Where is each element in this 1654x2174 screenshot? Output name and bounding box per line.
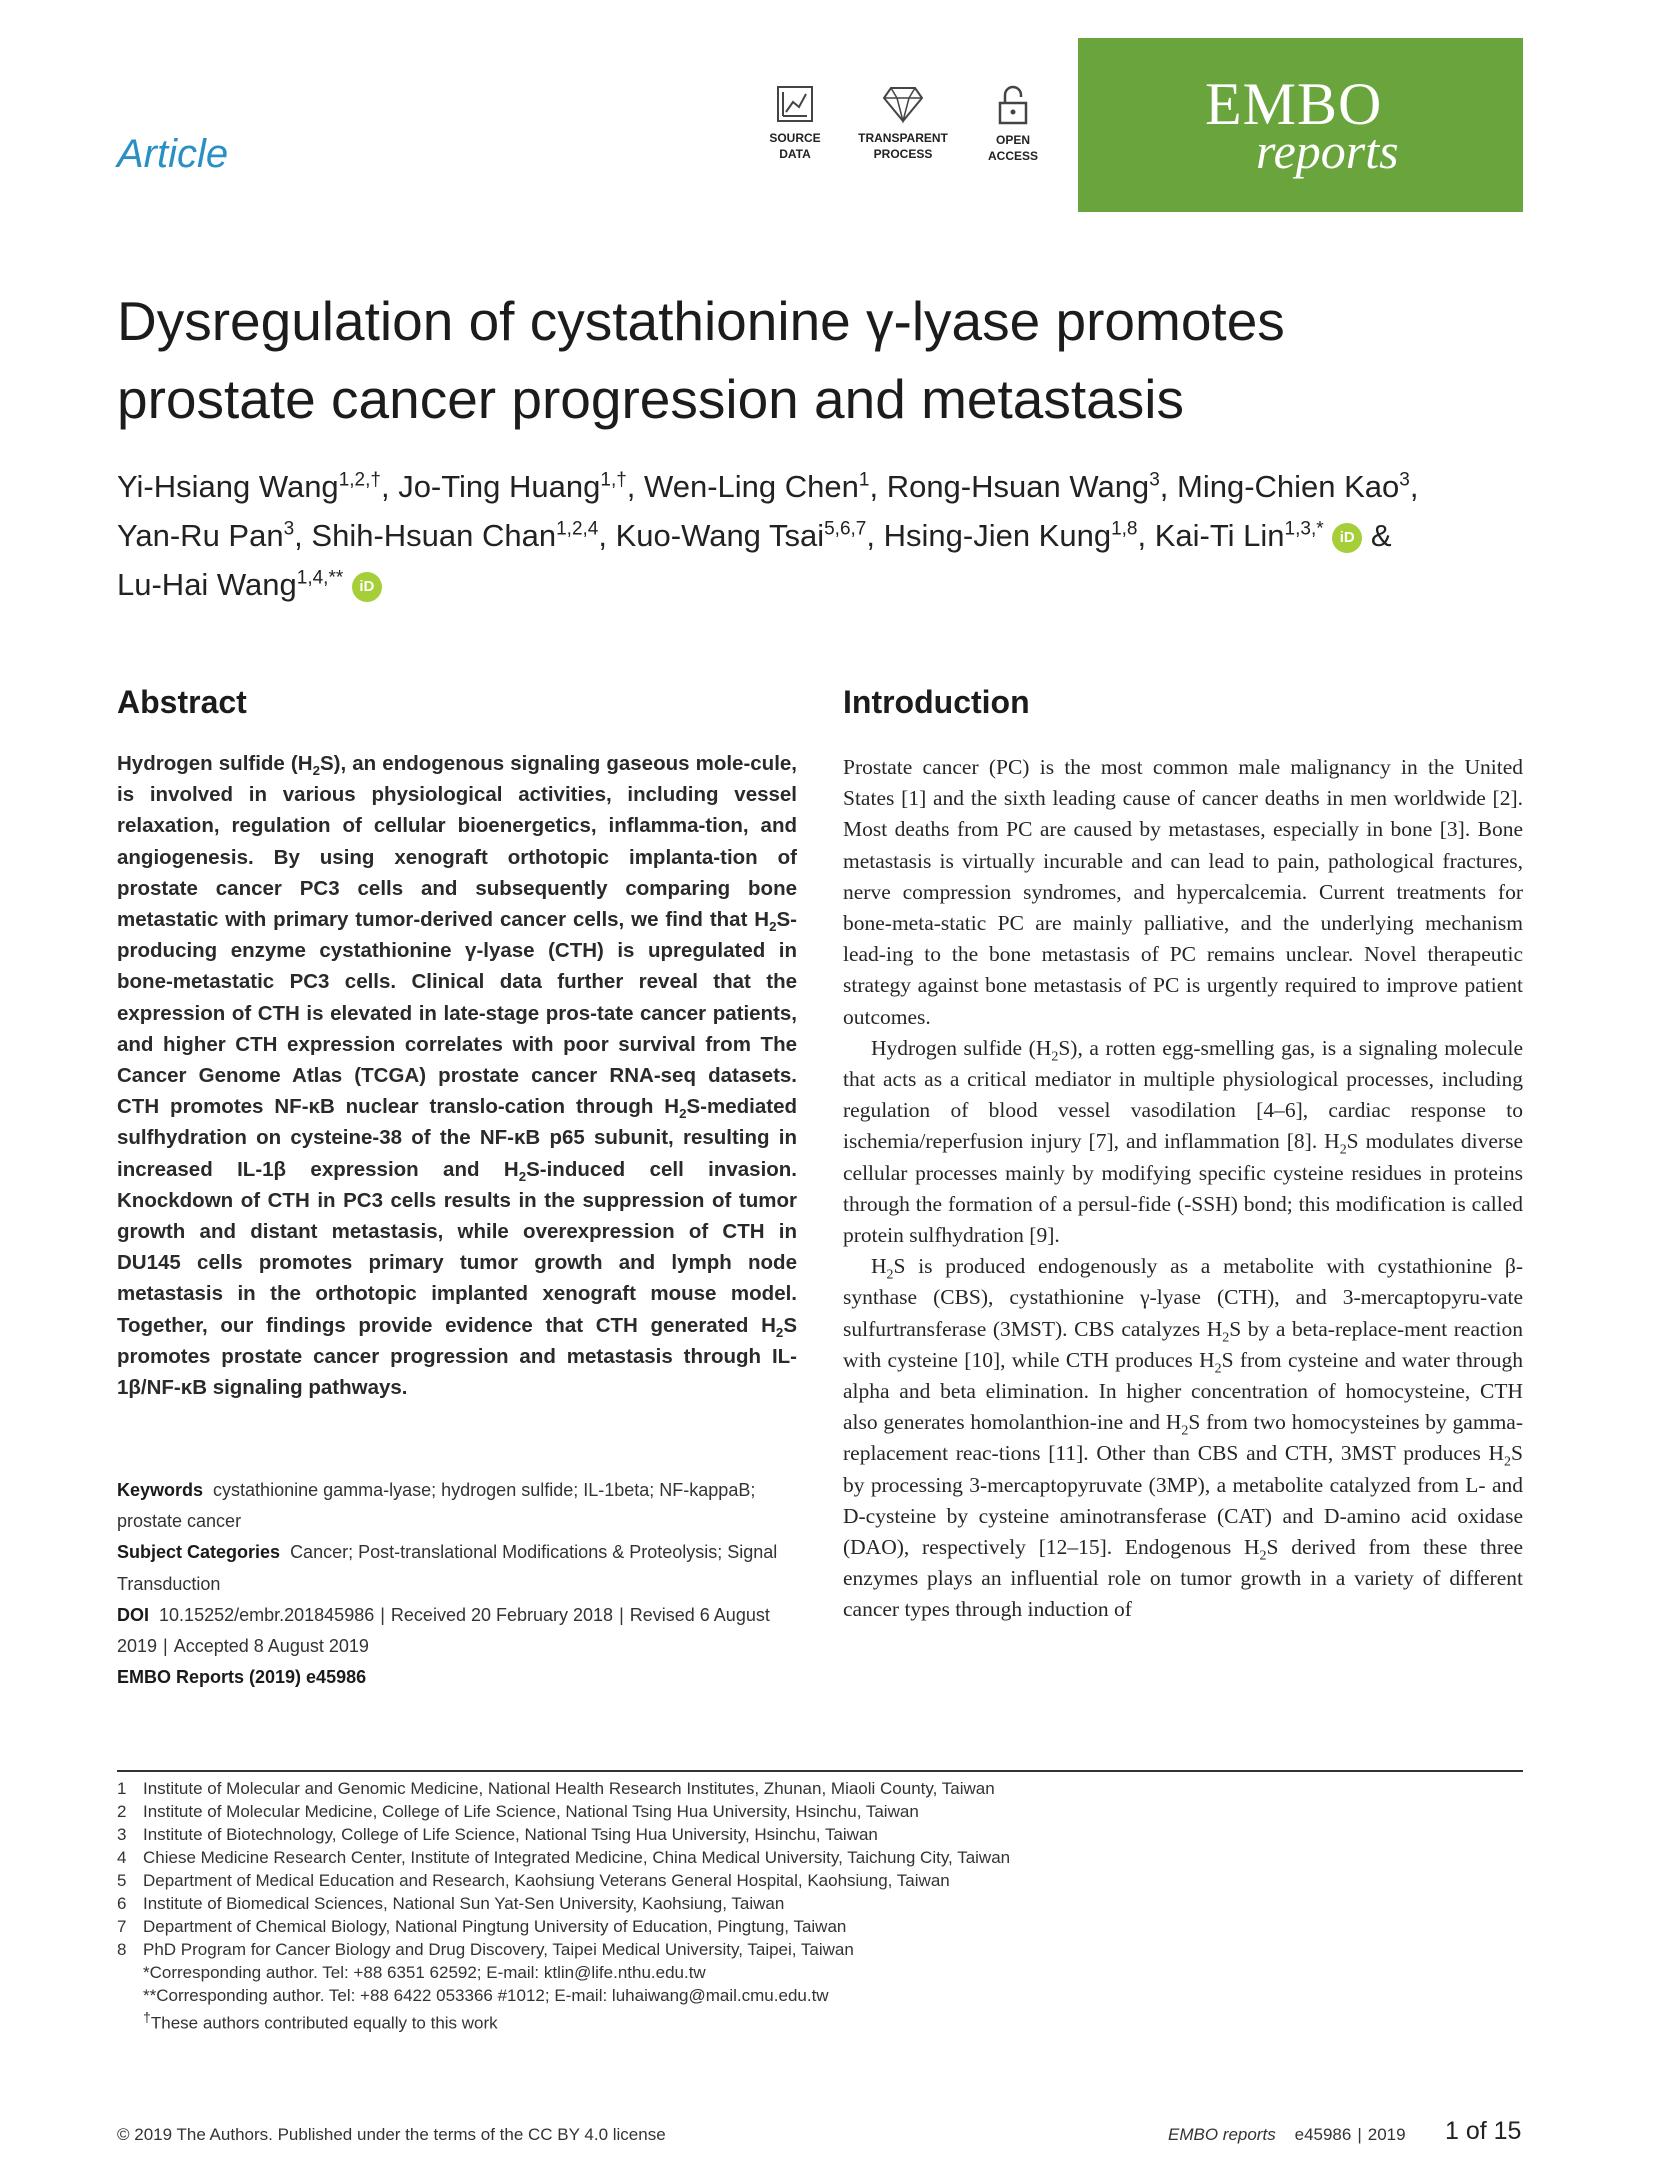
diamond-icon — [881, 84, 925, 124]
affiliations — [117, 1777, 1497, 2035]
article-metadata — [117, 1475, 797, 1693]
author: Lu-Hai Wang$^{1,4,**}$ — [117, 567, 344, 602]
license-notice: © 2019 The Authors. Published under the terms of the CC BY 4.0 license — [117, 2125, 666, 2144]
introduction-body — [843, 752, 1523, 1626]
corresponding-author-1: *Corresponding author. Tel: +88 6351 62592; E-mail: ktlin@life.nthu.edu.tw — [143, 1963, 706, 1982]
equal-contribution-note: †These authors contributed equally to this work — [143, 2010, 498, 2033]
open-lock-icon — [996, 84, 1030, 126]
source-data-badge[interactable]: SOURCE DATA — [745, 84, 845, 162]
paragraph: $H_2S$ is produced endogenously as a metabolite with cystathionine β-synthase (CBS), cystathionine γ-lyase (CTH), and 3-mercaptopyru-vate sulfurtransferase (3MST). CBS catalyzes $H_2S$ by a beta-replace-ment reaction with cysteine [10], while CTH produces $H_2S$ from cysteine and water through alpha and beta elimination. In higher concentration of homocysteine, CTH also generates homolanthion-ine and $H_2S$ from two homocysteines by gamma-replacement reac-tions [11]. Other than CBS and CTH, 3MST produces $H_2S$ by processing 3-mercaptopyruvate (3MP), a metabolite catalyzed from L- and D-cysteine by cysteine aminotransferase (CAT) and D-amino acid oxidase (DAO), respectively [12–15]. Endogenous $H_2S$ derived from these three enzymes plays an influential role on tumor growth in a variety of different cancer types through induction of — [843, 1254, 1523, 1622]
author: Hsing-Jien Kung$^{1,8}$ — [883, 518, 1138, 553]
author: Ming-Chien Kao$^3$ — [1177, 469, 1410, 504]
publication-dates: DOI 10.15252/embr.201845986 | Received 20 February 2018 | Revised 6 August 2019 | Accepted 8 August 2019 — [117, 1604, 770, 1657]
footnote-divider — [117, 1770, 1523, 1772]
affiliation-item: 8 PhD Program for Cancer Biology and Drug Discovery, Taipei Medical University, Taipei, Taiwan — [117, 1940, 854, 1959]
author: Kai-Ti Lin$^{1,3,*}$ — [1154, 518, 1324, 553]
introduction-heading: Introduction — [843, 684, 1030, 720]
affiliation-item: 3 Institute of Biotechnology, College of Life Science, National Tsing Hua University, Hsinchu, Taiwan — [117, 1825, 878, 1844]
affiliation-item: 5 Department of Medical Education and Research, Kaohsiung Veterans General Hospital, Kaohsiung, Taiwan — [117, 1871, 950, 1890]
paragraph: Prostate cancer (PC) is the most common male malignancy in the United States [1] and the sixth leading cause of cancer deaths in men worldwide [2]. Most deaths from PC are caused by metastases, especially in bone [3]. Bone metastasis is virtually incurable and can lead to pain, pathological fractures, nerve compression syndromes, and hypercalcemia. Current treatments for bone-meta-static PC are mainly palliative, and the underlying mechanism lead-ing to the bone metastasis of PC remains unclear. Novel therapeutic strategy against bone metastasis of PC is urgently required to improve patient outcomes. — [843, 755, 1523, 1029]
footer-journal-info: EMBO reports e45986 | 2019 — [1168, 2125, 1406, 2144]
journal-logo-main: EMBO — [1205, 71, 1383, 137]
abstract-body: Hydrogen sulfide $(H_2S)$, an endogenous signaling gaseous mole-cule, is involved in various physiological activities, including vessel relaxation, regulation of cellular bioenergetics, inflamma-tion, and angiogenesis. By using xenograft orthotopic implanta-tion of prostate cancer PC3 cells and subsequently comparing bone metastatic with primary tumor-derived cancer cells, we find that $H_2S$-producing enzyme cystathionine γ-lyase (CTH) is upregulated in bone-metastatic PC3 cells. Clinical data further reveal that the expression of CTH is elevated in late-stage pros-tate cancer patients, and higher CTH expression correlates with poor survival from The Cancer Genome Atlas (TCGA) prostate cancer RNA-seq datasets. CTH promotes NF-κB nuclear translo-cation through $H_2S$-mediated sulfhydration on cysteine-38 of the NF-κB p65 subunit, resulting in increased IL-1β expression and $H_2S$-induced cell invasion. Knockdown of CTH in PC3 cells results in the suppression of tumor growth and distant metastasis, while overexpression of CTH in DU145 cells promotes primary tumor growth and lymph node metastasis in the orthotopic implanted xenograft mouse model. Together, our findings provide evidence that CTH generated $H_2S$ promotes prostate cancer progression and metastasis through IL-1β/NF-κB signaling pathways. — [117, 752, 798, 1400]
source-data-icon — [775, 84, 815, 124]
affiliation-item: 4 Chiese Medicine Research Center, Institute of Integrated Medicine, China Medical University, Taichung City, Taiwan — [117, 1848, 1011, 1867]
affiliation-item: 2 Institute of Molecular Medicine, College of Life Science, National Tsing Hua University, Hsinchu, Taiwan — [117, 1802, 919, 1821]
orcid-icon[interactable]: iD — [1332, 523, 1362, 553]
author: Yan-Ru Pan$^3$ — [117, 518, 295, 553]
page-number: 1 of 15 — [1445, 2117, 1522, 2145]
affiliation-item: 7 Department of Chemical Biology, National Pingtung University of Education, Pingtung, Taiwan — [117, 1917, 847, 1936]
keywords: Keywords cystathionine gamma-lyase; hydrogen sulfide; IL-1beta; NF-kappaB; prostate cancer — [117, 1480, 756, 1532]
author-list: Yi-Hsiang Wang$^{1,2,\dagger}$, Jo-Ting Huang$^{1,\dagger}$, Wen-Ling Chen$^1$, Rong-Hsuan Wang$^3$, Ming-Chien Kao$^3$, Yan-Ru Pan$^3$, Shih-Hsuan Chan$^{1,2,4}$, Kuo-Wang Tsai$^{5,6,7}$, Hsing-Jien Kung$^{1,8}$, Kai-Ti Lin$^{1,3,*}$ iD & Lu-Hai Wang$^{1,4,**}$ iD — [117, 469, 1419, 602]
article-type-label: Article — [117, 132, 229, 176]
paper-title: Dysregulation of cystathionine γ-lyase promotes prostate cancer progression and metastasis — [117, 290, 1285, 430]
author: Kuo-Wang Tsai$^{5,6,7}$ — [615, 518, 867, 553]
abstract-heading: Abstract — [117, 684, 247, 720]
corresponding-author-2: **Corresponding author. Tel: +88 6422 053366 #1012; E-mail: luhaiwang@mail.cmu.edu.tw — [143, 1986, 829, 2005]
journal-logo-sub: reports — [1256, 123, 1399, 179]
citation: EMBO Reports (2019) e45986 — [117, 1667, 367, 1688]
doi-link[interactable]: 10.15252/embr.201845986 — [159, 1604, 375, 1625]
open-access-badge[interactable]: OPEN ACCESS — [963, 84, 1063, 164]
subject-categories: Subject Categories Cancer; Post-translational Modifications & Proteolysis; Signal Transduction — [117, 1542, 778, 1594]
author: Wen-Ling Chen$^1$ — [644, 469, 870, 504]
affiliation-item: 6 Institute of Biomedical Sciences, National Sun Yat-Sen University, Kaohsiung, Taiwan — [117, 1894, 785, 1913]
affiliation-item: 1 Institute of Molecular and Genomic Medicine, National Health Research Institutes, Zhunan, Miaoli County, Taiwan — [117, 1779, 995, 1798]
transparent-process-badge[interactable]: TRANSPARENT PROCESS — [853, 84, 953, 162]
author: Shih-Hsuan Chan$^{1,2,4}$ — [311, 518, 599, 553]
author: Yi-Hsiang Wang$^{1,2,\dagger}$ — [117, 469, 381, 504]
author: Jo-Ting Huang$^{1,\dagger}$ — [398, 469, 627, 504]
author: Rong-Hsuan Wang$^3$ — [886, 469, 1160, 504]
orcid-icon[interactable]: iD — [352, 572, 382, 602]
paragraph: Hydrogen sulfide $(H_2S)$, a rotten egg-smelling gas, is a signaling molecule that acts as a critical mediator in multiple physiological processes, including regulation of blood vessel vasodilation [4–6], cardiac response to ischemia/reperfusion injury [7], and inflammation [8]. $H_2S$ modulates diverse cellular processes mainly by modifying specific cysteine residues in proteins through the formation of a persul-fide (-SSH) bond; this modification is called protein sulfhydration [9]. — [843, 1035, 1523, 1248]
journal-logo[interactable] — [1078, 38, 1523, 212]
